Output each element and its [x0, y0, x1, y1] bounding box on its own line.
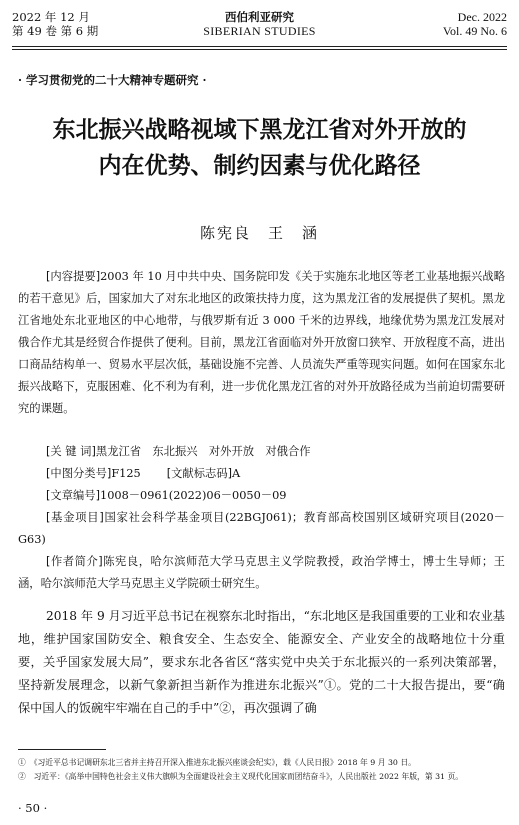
journal-name-en: SIBERIAN STUDIES [203, 24, 316, 38]
classification-line [18, 463, 505, 485]
author-info [18, 551, 505, 595]
article-title [0, 112, 519, 184]
footnote-1: ① 《习近平总书记调研东北三省并主持召开深入推进东北振兴座谈会纪实》，载《人民日报》2018 年 9 月 30 日。 [18, 758, 416, 767]
authors: 陈宪良 王 涵 [199, 224, 319, 242]
abstract-label: [内容提要] [46, 270, 101, 283]
header-volume-cn: 第 49 卷 第 6 期 [12, 24, 99, 38]
page-number: · 50 · [18, 801, 48, 815]
keywords-text: 黑龙江省 东北振兴 对外开放 对俄合作 [95, 445, 311, 458]
header-rule-bottom [12, 49, 507, 50]
header-center [12, 10, 507, 38]
header-date-en: Dec. 2022 [457, 10, 507, 24]
doc-code-label: [文献标志码] [166, 467, 233, 480]
header-date-cn: 2022 年 12 月 [12, 10, 90, 24]
journal-name-cn: 西伯利亚研究 [225, 10, 294, 24]
column-label: · 学习贯彻党的二十大精神专题研究 · [18, 73, 207, 87]
fund-text: 国家社会科学基金项目(22BGJ061)；教育部高校国别区域研究项目(2020－G63) [18, 511, 505, 546]
article-no-text: 1008－0961(2022)06－0050－09 [100, 489, 287, 502]
fund-project [18, 507, 505, 551]
article-no-label: [文章编号] [46, 489, 101, 502]
abstract [18, 266, 505, 420]
body-text: 2018 年 9 月习近平总书记在视察东北时指出，“东北地区是我国重要的工业和农业基地，维护国家国防安全、粮食安全、生态安全、能源安全、产业安全的战略地位十分重要，关乎国家发展大局”，要求东北各省区“落实党中央关于东北振兴的一系列决策部署，坚持新发展理念，以新气象新担当新作为推进东北振兴”①。党的二十大报告提出，要“确保中国人的饭碗牢牢端在自己的手中”②，再次强调了确 [18, 609, 505, 715]
running-header [12, 10, 507, 44]
fund-label: [基金项目] [46, 511, 104, 524]
keywords-label: [关 键 词] [46, 445, 96, 458]
title-line-1: 东北振兴战略视域下黑龙江省对外开放的 [52, 117, 467, 143]
doc-code-text: A [232, 467, 241, 480]
header-right [443, 10, 507, 38]
article-number [18, 485, 505, 507]
keywords [18, 441, 505, 463]
clc-text: F125 [111, 467, 141, 480]
body-paragraph [18, 605, 505, 720]
header-rule-top [12, 46, 507, 47]
footnote-rule [18, 749, 106, 750]
author-info-text: 陈宪良，哈尔滨师范大学马克思主义学院教授，政治学博士，博士生导师；王涵，哈尔滨师范大学马克思主义学院硕士研究生。 [18, 555, 505, 590]
header-volume-en: Vol. 49 No. 6 [442, 24, 507, 38]
author-info-label: [作者简介] [46, 555, 103, 568]
footnote-2: ② 习近平：《高举中国特色社会主义伟大旗帜为全面建设社会主义现代化国家而团结奋斗》，人民出版社 2022 年版，第 31 页。 [18, 772, 464, 781]
abstract-text: 2003 年 10 月中共中央、国务院印发《关于实施东北地区等老工业基地振兴战略的若干意见》后，国家加大了对东北地区的政策扶持力度，这为黑龙江省的发展提供了契机。黑龙江省地处东北亚地区的中心地带，与俄罗斯有近 3 000 千米的边界线，地缘优势为黑龙江发展对俄合作尤其是经贸合作提供了便利。目前，黑龙江省面临对外开放窗口狭窄、开放程度不高，进出口商品结构单一、贸易水平层次低，基础设施不完善、人员流失严重等现实问题。如何在国家东北振兴战略下，克服困难、化不利为有利，进一步优化黑龙江省的对外开放路径成为当前迫切需要研究的课题。 [18, 270, 505, 415]
clc-label: [中图分类号] [46, 467, 112, 480]
title-line-2: 内在优势、制约因素与优化路径 [98, 153, 421, 179]
